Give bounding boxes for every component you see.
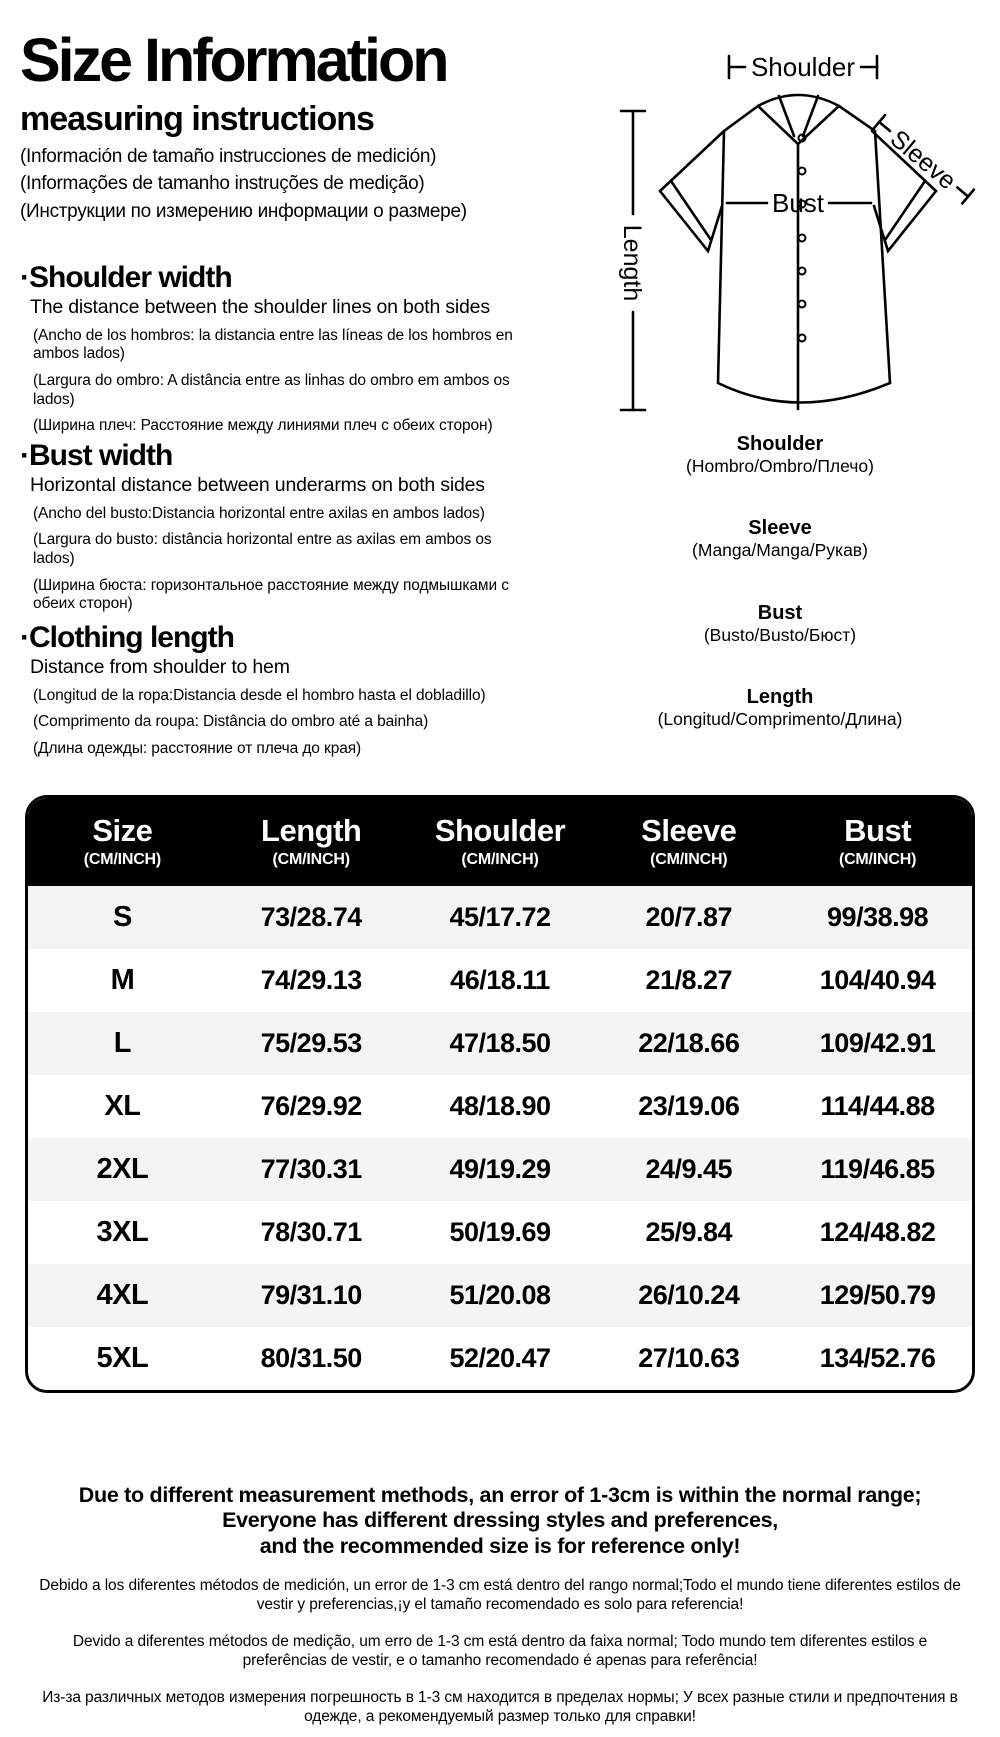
size-row-l — [28, 1012, 972, 1075]
shoulder-diagram-label: Shoulder — [750, 52, 856, 82]
legend-translation: (Longitud/Comprimento/Длина) — [657, 709, 903, 729]
table-cell: 45/17.72 — [449, 902, 551, 932]
legend-length — [560, 685, 1000, 731]
legend-term: Sleeve — [748, 517, 812, 539]
section-clothing-length — [20, 622, 555, 759]
section-heading: ·Bust width — [20, 439, 173, 472]
table-cell: 47/18.50 — [449, 1028, 551, 1058]
table-cell: 80/31.50 — [260, 1343, 362, 1373]
table-cell: 22/18.66 — [638, 1028, 740, 1058]
table-cell: 24/9.45 — [645, 1154, 733, 1184]
section-translation-pt: (Largura do busto: distância horizontal entre as axilas em ambos os lados) — [33, 531, 492, 568]
table-cell: 23/19.06 — [638, 1091, 740, 1121]
header-translation-pt: (Informações de tamanho instruções de medição) — [20, 173, 425, 195]
section-translation-pt: (Largura do ombro: A distância entre as linhas do ombro em ambos os lados) — [33, 372, 510, 408]
table-cell: 79/31.10 — [260, 1280, 362, 1310]
table-cell: 5XL — [96, 1342, 149, 1374]
table-cell: 48/18.90 — [449, 1091, 551, 1121]
table-cell: 114/44.88 — [820, 1091, 935, 1121]
shirt-left-sleeve — [660, 131, 724, 251]
shirt-measurement-diagram — [555, 48, 1000, 420]
size-table — [25, 795, 975, 1393]
sleeve-diagram-label: Sleeve — [884, 124, 962, 196]
size-row-m — [28, 949, 972, 1012]
table-cell: 76/29.92 — [260, 1091, 362, 1121]
table-cell: 4XL — [96, 1279, 149, 1311]
table-cell: 20/7.87 — [645, 902, 733, 932]
header-translations — [20, 144, 555, 223]
table-cell: S — [112, 901, 132, 933]
table-cell: 21/8.27 — [645, 965, 733, 995]
section-translation-ru: (Ширина бюста: горизонтальное расстояние между подмышками с обеих сторон) — [33, 576, 509, 613]
table-cell: 52/20.47 — [449, 1343, 551, 1373]
header-block — [20, 26, 555, 224]
shirt-buttons — [799, 135, 806, 342]
section-heading: ·Clothing length — [20, 621, 234, 654]
legend-term: Shoulder — [736, 433, 824, 455]
size-row-4xl — [28, 1264, 972, 1327]
table-cell: 78/30.71 — [260, 1217, 362, 1247]
size-row-2xl — [28, 1138, 972, 1201]
disclaimer-en-line2: Everyone has different dressing styles and preferences, — [222, 1508, 778, 1533]
legend-term: Length — [746, 686, 814, 708]
table-cell: 119/46.85 — [820, 1154, 935, 1184]
disclaimer-en-line1: Due to different measurement methods, an error of 1-3cm is within the normal range; — [78, 1483, 922, 1507]
table-cell: M — [110, 964, 135, 996]
table-cell: 27/10.63 — [638, 1343, 740, 1373]
table-cell: 26/10.24 — [638, 1280, 740, 1310]
section-heading: ·Shoulder width — [20, 261, 232, 294]
shirt-body — [718, 131, 890, 403]
table-cell: 75/29.53 — [260, 1028, 362, 1058]
section-description: Horizontal distance between underarms on both sides — [30, 473, 485, 496]
disclaimer-pt: Devido a diferentes métodos de medição, um erro de 1-3 cm está dentro da faixa normal; Todo mundo tem diferentes estilos e preferências de vestir, e o tamanho recomendado é apenas para referência! — [72, 1632, 928, 1670]
legend-translation: (Manga/Manga/Рукав) — [692, 540, 868, 560]
header-translation-ru: (Инструкции по измерению информации о размере) — [20, 200, 467, 222]
section-bust-width — [20, 440, 555, 614]
header-translation-es: (Información de tamaño instrucciones de medición) — [20, 146, 437, 168]
table-cell: 77/30.31 — [260, 1154, 362, 1184]
length-diagram-label: Length — [618, 224, 646, 302]
size-row-5xl — [28, 1327, 972, 1390]
legend-shoulder — [560, 432, 1000, 478]
table-cell: XL — [104, 1090, 141, 1122]
table-cell: 46/18.11 — [450, 965, 550, 995]
size-row-xl — [28, 1075, 972, 1138]
section-translation-pt: (Comprimento da roupa: Distância do ombro até a bainha) — [33, 713, 429, 731]
table-cell: 2XL — [96, 1153, 149, 1185]
column-header-sleeve: Sleeve (CM/INCH) — [641, 813, 737, 868]
size-table-header — [28, 798, 972, 886]
legend-bust — [560, 601, 1000, 647]
section-translation-es: (Ancho del busto:Distancia horizontal entre axilas en ambos lados) — [33, 504, 485, 522]
disclaimer-en — [25, 1483, 975, 1559]
section-translation-ru: (Ширина плеч: Расстояние между линиями плеч с обеих сторон) — [33, 417, 493, 435]
size-row-s — [28, 886, 972, 949]
section-translation-ru: (Длина одежды: расстояние от плеча до края) — [33, 740, 362, 758]
section-translation-es: (Longitud de la ropa:Distancia desde el hombro hasta el dobladillo) — [33, 686, 486, 704]
disclaimer-ru: Из-за различных методов измерения погрешность в 1-3 см находится в пределах нормы; У всех разные стили и предпочтения в одежде, а рекомендуемый размер только для справки! — [42, 1688, 958, 1725]
column-header-length: Length (CM/INCH) — [261, 813, 362, 868]
bust-diagram-label: Bust — [771, 188, 825, 218]
table-cell: 104/40.94 — [819, 965, 936, 995]
table-cell: 134/52.76 — [819, 1343, 936, 1373]
table-cell: 3XL — [96, 1216, 149, 1248]
table-cell: 124/48.82 — [819, 1217, 936, 1247]
disclaimer-block — [25, 1483, 975, 1726]
page-subtitle: measuring instructions — [20, 100, 374, 138]
column-header-shoulder: Shoulder (CM/INCH) — [434, 813, 566, 868]
legend-sleeve — [560, 516, 1000, 562]
section-description: The distance between the shoulder lines on both sides — [30, 295, 490, 318]
column-header-size: Size (CM/INCH) — [83, 813, 162, 868]
column-header-bust: Bust (CM/INCH) — [838, 813, 917, 868]
table-cell: L — [113, 1027, 131, 1059]
size-row-3xl — [28, 1201, 972, 1264]
legend-term: Bust — [757, 602, 803, 624]
section-shoulder-width — [20, 262, 555, 436]
legend-translation: (Busto/Busto/Бюст) — [703, 625, 857, 645]
table-cell: 109/42.91 — [819, 1028, 936, 1058]
table-cell: 74/29.13 — [260, 965, 362, 995]
table-cell: 129/50.79 — [819, 1280, 936, 1310]
section-translation-es: (Ancho de los hombros: la distancia entre las líneas de los hombros en ambos lados) — [33, 326, 513, 363]
table-cell: 49/19.29 — [449, 1154, 551, 1184]
section-description: Distance from shoulder to hem — [30, 655, 290, 678]
page-title: Size Information — [20, 26, 447, 94]
legend-translation: (Hombro/Ombro/Плечо) — [686, 456, 874, 476]
disclaimer-en-line3: and the recommended size is for reference only! — [259, 1533, 741, 1558]
table-cell: 50/19.69 — [449, 1217, 551, 1247]
table-cell: 73/28.74 — [260, 902, 362, 932]
disclaimer-es: Debido a los diferentes métodos de medición, un error de 1-3 cm está dentro del rango normal;Todo el mundo tiene diferentes estilos de vestir y preferencias,¡y el tamaño recomendado es solo para referencia! — [39, 1577, 961, 1614]
table-cell: 51/20.08 — [449, 1280, 551, 1310]
table-cell: 99/38.98 — [827, 902, 929, 932]
sleeve-measure-line — [870, 112, 977, 208]
table-cell: 25/9.84 — [645, 1217, 733, 1247]
